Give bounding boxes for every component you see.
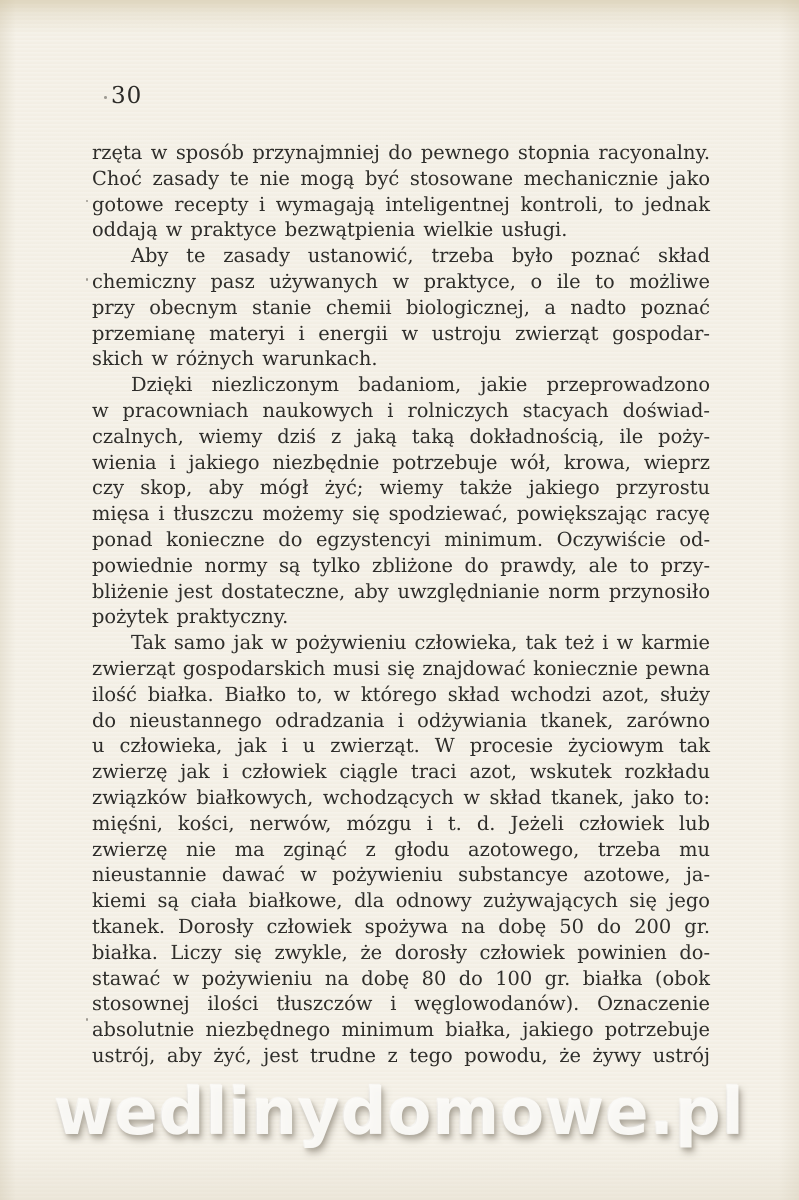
text-line: związków białkowych, wchodzących w skład tkanek, jako to: (92, 785, 710, 809)
text-line: mięśni, kości, nerwów, mózgu i t. d. Jeżeli człowiek lub (92, 811, 710, 835)
text-line: zwierzę jak i człowiek ciągle traci azot, wskutek rozkładu (92, 760, 710, 784)
scan-speck (86, 278, 88, 281)
text-line: ustrój, aby żyć, jest trudne z tego powodu, że żywy ustrój (92, 1043, 710, 1067)
text-line: przemianę materyi i energii w ustroju zwierząt gospodar- (92, 321, 710, 345)
text-line: Choć zasady te nie mogą być stosowane mechanicznie jako (92, 166, 710, 190)
text-line: stosownej ilości tłuszczów i węglowodanów). Oznaczenie (92, 992, 710, 1016)
text-line: tkanek. Dorosły człowiek spożywa na dobę 50 do 200 gr. (92, 914, 710, 938)
text-line: powiednie normy są tylko zbliżone do prawdy, ale to przy- (92, 553, 710, 577)
text-line: w pracowniach naukowych i rolniczych stacyach doświad- (92, 398, 710, 422)
text-line: Dzięki niezliczonym badaniom, jakie przeprowadzono (131, 373, 710, 397)
text-line: rzęta w sposób przynajmniej do pewnego stopnia racyonalny. (92, 141, 710, 164)
text-line: wienia i jakiego niezbędnie potrzebuje wół, krowa, wieprz (92, 450, 710, 474)
text-line: zwierzę nie ma zginąć z głodu azotowego, trzeba mu (92, 837, 710, 861)
text-line: ponad konieczne do egzystencyi minimum. Oczywiście od- (92, 527, 710, 551)
text-line: przy obecnym stanie chemii biologicznej, a nadto poznać (92, 295, 710, 319)
text-line: bliżenie jest dostateczne, aby uwzględnianie norm przynosiło (92, 579, 710, 603)
text-line: gotowe recepty i wymagają inteligentnej kontroli, to jednak (92, 192, 710, 216)
text-line: białka. Liczy się zwykle, że dorosły człowiek powinien do- (92, 940, 710, 964)
scan-speck (86, 200, 88, 202)
text-line: oddają w praktyce bezwątpienia wielkie usługi. (92, 218, 568, 242)
scan-speck (104, 96, 107, 99)
text-line: chemiczny pasz używanych w praktyce, o ile to możliwe (92, 269, 710, 293)
scan-speck (86, 1018, 88, 1021)
text-line: u człowieka, jak i u zwierząt. W procesie życiowym tak (92, 734, 710, 758)
text-line: kiemi są ciała białkowe, dla odnowy zużywających się jego (92, 889, 710, 913)
body-text-block (92, 140, 710, 1069)
text-line: do nieustannego odradzania i odżywiania tkanek, zarówno (92, 708, 710, 732)
text-line: czy skop, aby mógł żyć; wiemy także jakiego przyrostu (92, 476, 710, 500)
text-line: zwierząt gospodarskich musi się znajdować koniecznie pewna (92, 656, 710, 680)
text-line: mięsa i tłuszczu możemy się spodziewać, powiększając racyę (92, 502, 710, 526)
text-line: stawać w pożywieniu na dobę 80 do 100 gr. białka (obok (92, 966, 710, 990)
text-line: Tak samo jak w pożywieniu człowieka, tak też i w karmie (131, 631, 710, 655)
watermark-text: wedlinydomowe.pl (54, 1076, 745, 1150)
text-line: Aby te zasady ustanowić, trzeba było poznać skład (131, 244, 710, 268)
text-line: absolutnie niezbędnego minimum białka, jakiego potrzebuje (92, 1018, 710, 1042)
text-line: czalnych, wiemy dziś z jaką taką dokładnością, ile poży- (92, 424, 710, 448)
text-line: skich w różnych warunkach. (92, 347, 378, 371)
page-number: 30 (111, 83, 143, 109)
text-line: ilość białka. Białko to, w którego skład wchodzi azot, służy (92, 682, 710, 706)
text-line: pożytek praktyczny. (92, 605, 289, 629)
text-line: nieustannie dawać w pożywieniu substancye azotowe, ja- (92, 863, 710, 887)
